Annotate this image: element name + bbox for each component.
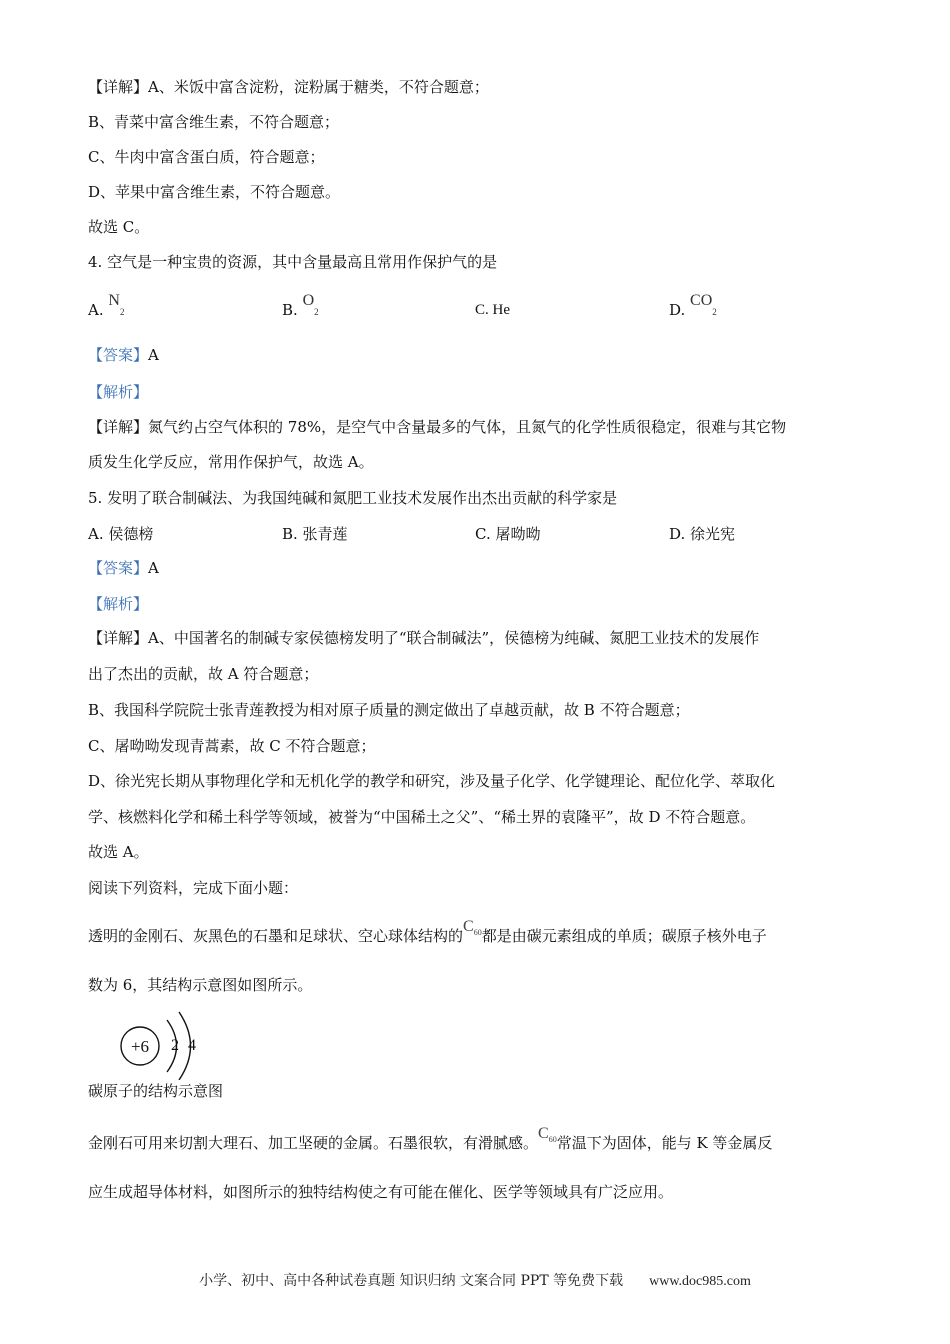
q5-detail-line5: D、徐光宪长期从事物理化学和无机化学的教学和研究，涉及量子化学、化学键理论、配位化学、萃取化 — [88, 772, 776, 790]
reading-para2-line2: 应生成超导体材料，如图所示的独特结构使之有可能在催化、医学等领域具有广泛应用。 — [88, 1183, 674, 1201]
q5-analysis-tag: 【解析】 — [88, 595, 149, 613]
q4-option-c: C. He — [475, 302, 510, 318]
q3-detail-line3: C、牛肉中富含蛋白质，符合题意； — [88, 148, 325, 166]
q4-stem: 4. 空气是一种宝贵的资源，其中含量最高且常用作保护气的是 — [88, 253, 498, 271]
q5-answer: 【答案】A — [88, 559, 159, 577]
q5-option-c: C. 屠呦呦 — [475, 525, 541, 543]
q5-detail-line6: 学、核燃料化学和稀土科学等领域，被誉为“中国稀土之父”、“稀土界的袁隆平”，故 D 不符合题意。 — [88, 808, 756, 826]
diagram-caption: 碳原子的结构示意图 — [88, 1082, 224, 1100]
footer-text: 小学、初中、高中各种试卷真题 知识归纳 文案合同 PPT 等免费下载 — [199, 1273, 624, 1289]
q5-stem: 5. 发明了联合制碱法、为我国纯碱和氮肥工业技术发展作出杰出贡献的科学家是 — [88, 489, 618, 507]
q4-analysis-tag: 【解析】 — [88, 383, 149, 401]
q3-detail-line2: B、青菜中富含维生素，不符合题意； — [88, 113, 340, 131]
footer-url[interactable]: www.doc985.com — [649, 1274, 751, 1289]
q4-answer: 【答案】A — [88, 346, 159, 364]
q5-detail-line3: B、我国科学院院士张青莲教授为相对原子质量的测定做出了卓越贡献，故 B 不符合题意； — [88, 701, 690, 719]
q4-option-b: B. $O_2$ — [282, 292, 319, 319]
q5-option-d: D. 徐光宪 — [669, 525, 736, 543]
q5-detail-line1: 【详解】A、中国著名的制碱专家侯德榜发明了“联合制碱法”，侯德榜为纯碱、氮肥工业技术的发展作 — [88, 629, 760, 647]
carbon-atom-diagram — [112, 1008, 212, 1080]
q5-conclusion: 故选 A。 — [88, 843, 149, 861]
reading-para1-line2: 数为 6，其结构示意图如图所示。 — [88, 976, 313, 994]
q5-option-b: B. 张青莲 — [282, 525, 348, 543]
detail-tag: 【详解】 — [88, 78, 149, 96]
reading-para1-line1: 透明的金刚石、灰黑色的石墨和足球状、空心球体结构的$C_{60}$都是由碳元素组成的单质；碳原子核外电子 — [88, 918, 767, 945]
q3-detail-line1: 【详解】A、米饭中富含淀粉，淀粉属于糖类，不符合题意； — [88, 78, 489, 96]
q4-option-d: D. $CO_2$ — [669, 292, 717, 319]
q5-detail-line4: C、屠呦呦发现青蒿素，故 C 不符合题意； — [88, 737, 376, 755]
page-footer — [0, 1270, 950, 1290]
q4-detail-line1: 【详解】氮气约占空气体积的 78%，是空气中含量最多的气体，且氮气的化学性质很稳定，很难与其它物 — [88, 418, 787, 436]
nucleus-charge: +6 — [130, 1037, 150, 1056]
q4-detail-line2: 质发生化学反应，常用作保护气，故选 A。 — [88, 453, 374, 471]
q5-option-a: A. 侯德榜 — [88, 525, 154, 543]
q3-conclusion: 故选 C。 — [88, 218, 150, 236]
reading-para2-line1: 金刚石可用来切割大理石、加工坚硬的金属。石墨很软，有滑腻感。$C_{60}$常温下为固体，能与 K 等金属反 — [88, 1125, 773, 1152]
q5-detail-line2: 出了杰出的贡献，故 A 符合题意； — [88, 665, 319, 683]
q4-option-a: A. $N_2$ — [88, 292, 125, 319]
shell-1-electrons: 2 — [171, 1037, 179, 1054]
q3-detail-line4: D、苹果中富含维生素，不符合题意。 — [88, 183, 341, 201]
shell-2-electrons: 4 — [188, 1037, 196, 1054]
reading-intro: 阅读下列资料，完成下面小题： — [88, 879, 299, 897]
